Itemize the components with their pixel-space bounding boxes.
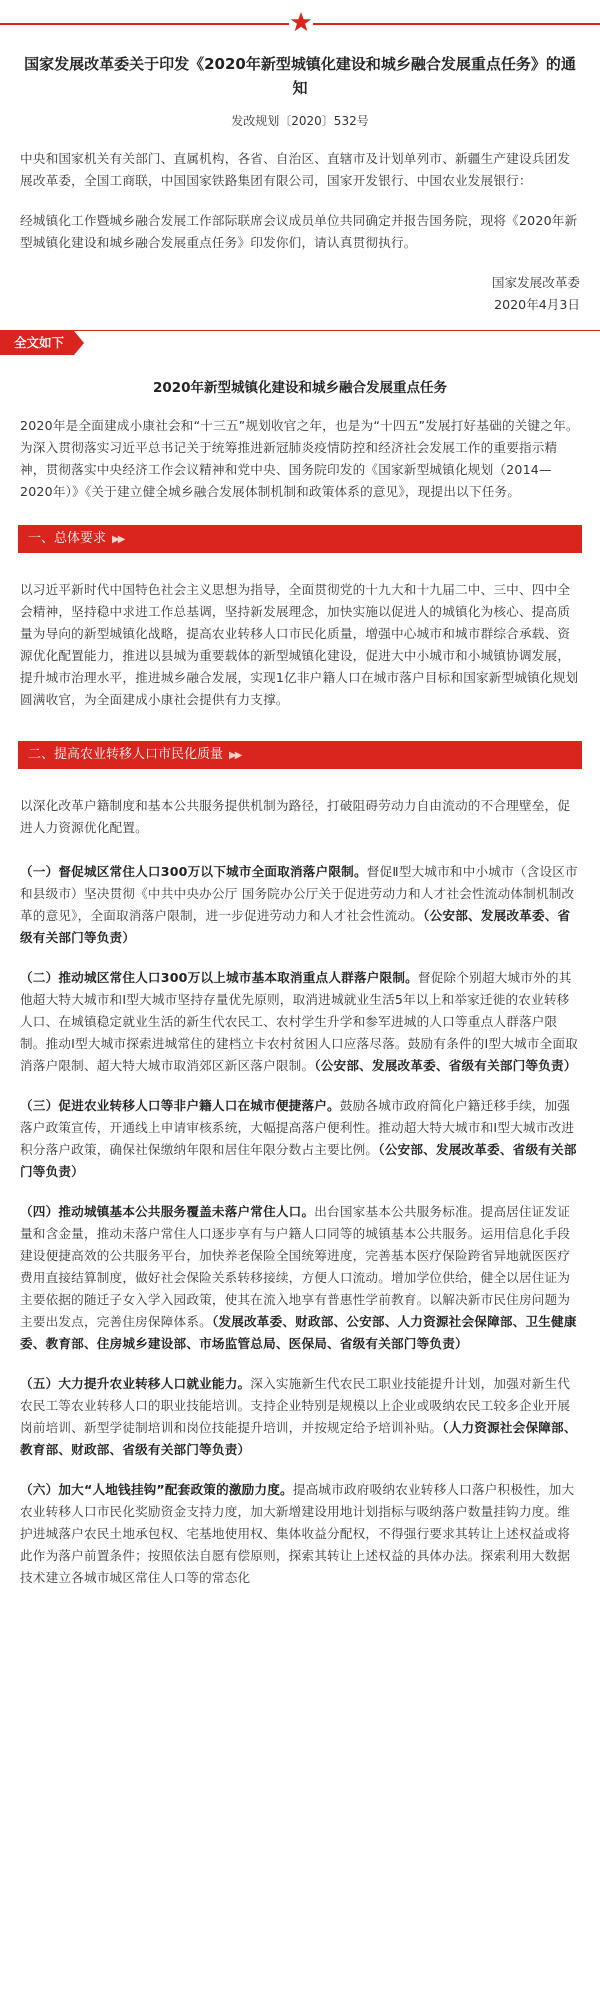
plan-intro: 2020年是全面建成小康社会和“十三五”规划收官之年，也是为“十四五”发展打好基础的关键之年。为深入贯彻落实习近平总书记关于统筹推进新冠肺炎疫情防控和经济社会发展工作的重要指示精神，贯彻落实中央经济工作会议精神和党中央、国务院印发的《国家新型城镇化规划（2014—2020年）》《关于建立健全城乡融合发展体制机制和政策体系的意见》，现提出以下任务。 [20, 418, 579, 499]
task-text: 出台国家基本公共服务标准。提高居住证发证量和含金量，推动未落户常住人口逐步享有与户籍人口同等的城镇基本公共服务。运用信息化手段建设便捷高效的公共服务平台，加快养老保险全国统筹进度，完善基本医疗保险跨省异地就医医疗费用直接结算制度，做好社会保险关系转移接续，方便人口流动。增加学位供给，健全以居住证为主要依据的随迁子女入学入园政策，使其在流入地享有普惠性学前教育。以解决新市民住房问题为主要出发点，完善住房保障体系。 [20, 1204, 571, 1329]
task-responsible: （发展改革委、财政部、公安部、人力资源社会保障部、卫生健康委、教育部、住房城乡建设部、市场监管总局、医保局、省级有关部门等负责） [20, 1314, 577, 1351]
star-icon [289, 10, 313, 34]
section-header-2 [18, 741, 582, 769]
task-text: 督促除个别超大城市外的其他超大特大城市和Ⅰ型大城市坚持存量优先原则，取消进城就业生活5年以上和举家迁徙的农业转移人口、在城镇稳定就业生活的新生代农民工、农村学生升学和参军进城的人口等重点人群落户限制。推动Ⅰ型大城市探索进城常住的建档立卡农村贫困人口应落尽落。鼓励有条件的Ⅰ型大城市全面取消落户限制、超大特大城市取消郊区新区落户限制。 [20, 970, 578, 1073]
notice-body: 经城镇化工作暨城乡融合发展工作部际联席会议成员单位共同确定并报告国务院，现将《2020年新型城镇化建设和城乡融合发展重点任务》印发你们，请认真贯彻执行。 [20, 213, 578, 250]
task-item [0, 1095, 600, 1183]
task-responsible: （公安部、发展改革委、省级有关部门等负责） [314, 1058, 577, 1073]
task-heading: （一）督促城区常住人口300万以下城市全面取消落户限制。 [20, 864, 367, 879]
task-item [0, 861, 600, 949]
task-item [0, 967, 600, 1077]
section-title: 二、提高农业转移人口市民化质量 [28, 747, 224, 762]
task-text: 鼓励各城市政府简化户籍迁移手续，加强落户政策宣传，开通线上申请审核系统，大幅提高落户便利性。推动超大特大城市和Ⅰ型大城市改进积分落户政策，确保社保缴纳年限和居住年限分数占主要比例。 [20, 1098, 575, 1157]
addressee: 中央和国家机关有关部门、直属机构，各省、自治区、直辖市及计划单列市、新疆生产建设兵团发展改革委，全国工商联，中国国家铁路集团有限公司，国家开发银行、中国农业发展银行： [20, 151, 571, 188]
task-heading: （四）推动城镇基本公共服务覆盖未落户常住人口。 [20, 1204, 315, 1219]
task-responsible: （人力资源社会保障部、教育部、财政部、省级有关部门等负责） [20, 1420, 577, 1457]
task-heading: （五）大力提升农业转移人口就业能力。 [20, 1376, 251, 1391]
document-number: 发改规划〔2020〕532号 [231, 114, 369, 128]
task-heading: （三）促进农业转移人口等非户籍人口在城市便捷落户。 [20, 1098, 340, 1113]
article [0, 52, 600, 1589]
signer: 国家发展改革委 [491, 275, 580, 290]
fulltext-badge: 全文如下 [0, 331, 74, 355]
task-text: 提高城市政府吸纳农业转移人口落户积极性，加大农业转移人口市民化奖励资金支持力度，加大新增建设用地计划指标与吸纳落户数量挂钩力度。维护进城落户农民土地承包权、宅基地使用权、集体收益分配权，不得强行要求其转让上述权益或将此作为落户前置条件；按照依法自愿有偿原则，探索其转让上述权益的具体办法。探索利用大数据技术建立各城市城区常住人口等的常态化 [20, 1482, 575, 1585]
plan-title: 2020年新型城镇化建设和城乡融合发展重点任务 [152, 380, 448, 396]
task-text: 深入实施新生代农民工职业技能提升计划，加强对新生代农民工等农业转移人口的职业技能培训。支持企业特别是规模以上企业或吸纳农民工较多企业开展岗前培训、新型学徒制培训和岗位技能提升培训，并按规定给予培训补贴。 [20, 1376, 571, 1435]
task-heading: （六）加大“人地钱挂钩”配套政策的激励力度。 [20, 1482, 293, 1497]
task-item [0, 1201, 600, 1355]
task-responsible: （公安部、发展改革委、省级有关部门等负责） [20, 908, 571, 945]
task-text: 督促Ⅱ型大城市和中小城市（含设区市和县级市）坚决贯彻《中共中央办公厅 国务院办公厅关于促进劳动力和人才社会性流动体制机制改革的意见》，全面取消落户限制，进一步促进劳动力和人才社会性流动。 [20, 864, 578, 923]
notice-title: 国家发展改革委关于印发《2020年新型城镇化建设和城乡融合发展重点任务》的通知 [24, 55, 576, 97]
section-header-1 [18, 525, 582, 553]
section-title: 一、总体要求 [28, 531, 107, 546]
top-decoration [0, 0, 600, 48]
task-item [0, 1479, 600, 1589]
section-paragraph: 以习近平新时代中国特色社会主义思想为指导，全面贯彻党的十九大和十九届二中、三中、四中全会精神，坚持稳中求进工作总基调，坚持新发展理念，加快实施以促进人的城镇化为核心、提高质量为导向的新型城镇化战略，提高农业转移人口市民化质量，增强中心城市和城市群综合承载、资源优化配置能力，推进以县城为重要载体的新型城镇化建设，促进大中小城市和小城镇协调发展，提升城市治理水平，推进城乡融合发展，实现1亿非户籍人口在城市落户目标和国家新型城镇化规划圆满收官，为全面建成小康社会提供有力支撑。 [20, 582, 579, 707]
task-responsible: （公安部、发展改革委、省级有关部门等负责） [20, 1142, 577, 1179]
double-arrow-icon: ▶▶ [229, 750, 241, 761]
fulltext-row [0, 331, 600, 355]
section-paragraph: 以深化改革户籍制度和基本公共服务提供机制为路径，打破阻碍劳动力自由流动的不合理壁垒，促进人力资源优化配置。 [20, 798, 571, 835]
notice-date: 2020年4月3日 [494, 297, 580, 312]
task-heading: （二）推动城区常住人口300万以上城市基本取消重点人群落户限制。 [20, 970, 418, 985]
double-arrow-icon: ▶▶ [112, 534, 124, 545]
task-item [0, 1373, 600, 1461]
